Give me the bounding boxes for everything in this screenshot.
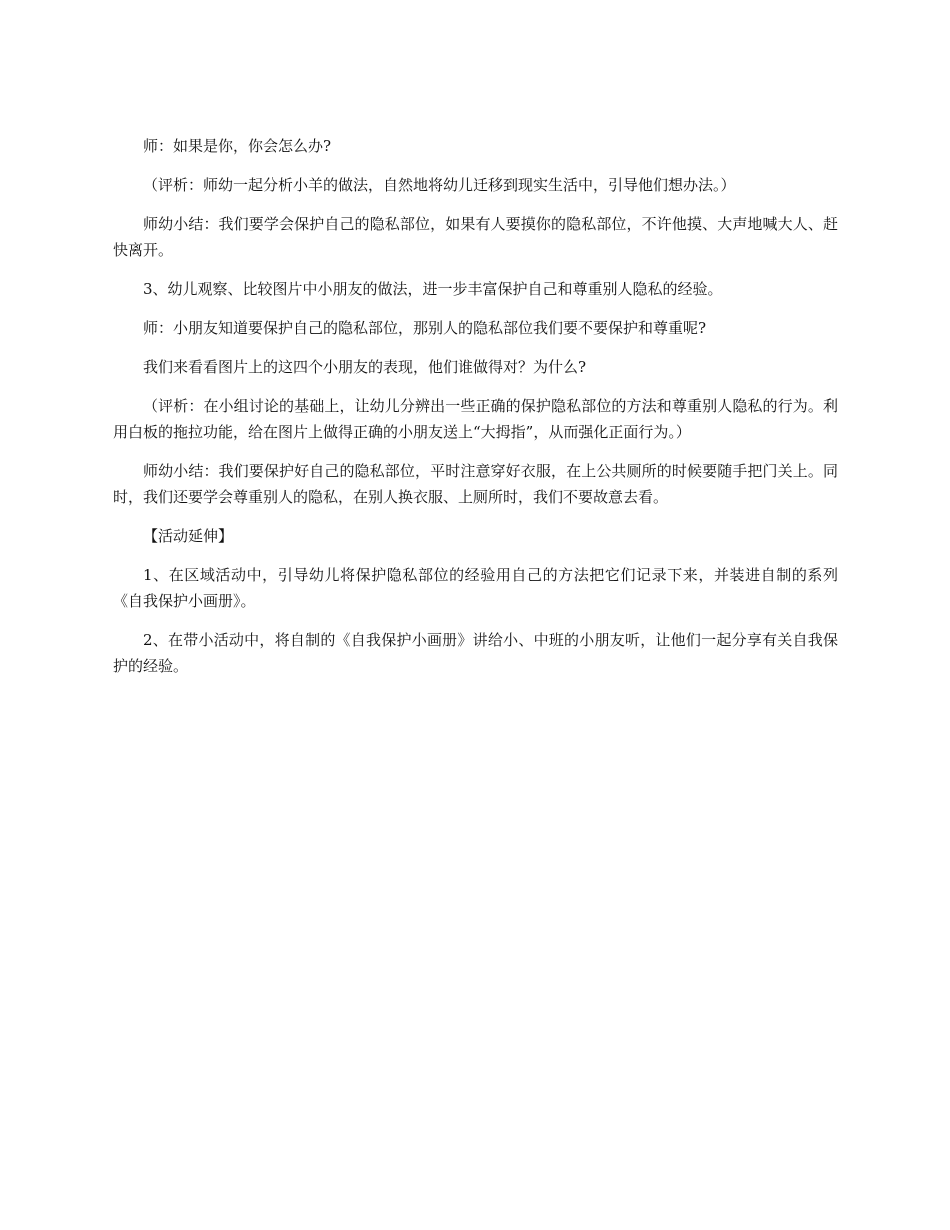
paragraph-summary-1: 师幼小结：我们要学会保护自己的隐私部位，如果有人要摸你的隐私部位，不许他摸、大声地喊大人、赶快离开。	[113, 215, 838, 259]
paragraph-comment-1: （评析：师幼一起分析小羊的做法，自然地将幼儿迁移到现实生活中，引导他们想办法。）	[143, 176, 736, 194]
paragraph-look-at-pictures: 我们来看看图片上的这四个小朋友的表现，他们谁做得对？为什么?	[143, 358, 587, 376]
paragraph-extension-2: 2、在带小活动中，将自制的《自我保护小画册》讲给小、中班的小朋友听，让他们一起分享有关自我保护的经验。	[113, 631, 838, 675]
paragraph-summary-2: 师幼小结：我们要保护好自己的隐私部位，平时注意穿好衣服，在上公共厕所的时候要随手把门关上。同时，我们还要学会尊重别人的隐私，在别人换衣服、上厕所时，我们不要故意去看。	[113, 462, 838, 506]
paragraph-step-3: 3、幼儿观察、比较图片中小朋友的做法，进一步丰富保护自己和尊重别人隐私的经验。	[143, 280, 723, 298]
paragraph-extension-1: 1、在区域活动中，引导幼儿将保护隐私部位的经验用自己的方法把它们记录下来，并装进自制的系列《自我保护小画册》。	[113, 566, 838, 610]
document-body	[113, 133, 838, 692]
section-heading-activity-extension: 【活动延伸】	[143, 527, 234, 545]
paragraph-comment-2: （评析：在小组讨论的基础上，让幼儿分辨出一些正确的保护隐私部位的方法和尊重别人隐私的行为。利用白板的拖拉功能，给在图片上做得正确的小朋友送上“大拇指”，从而强化正面行为。）	[113, 397, 838, 441]
paragraph-teacher-question: 师：如果是你，你会怎么办?	[143, 137, 332, 155]
paragraph-teacher-question-2: 师：小朋友知道要保护自己的隐私部位，那别人的隐私部位我们要不要保护和尊重呢?	[143, 319, 707, 337]
